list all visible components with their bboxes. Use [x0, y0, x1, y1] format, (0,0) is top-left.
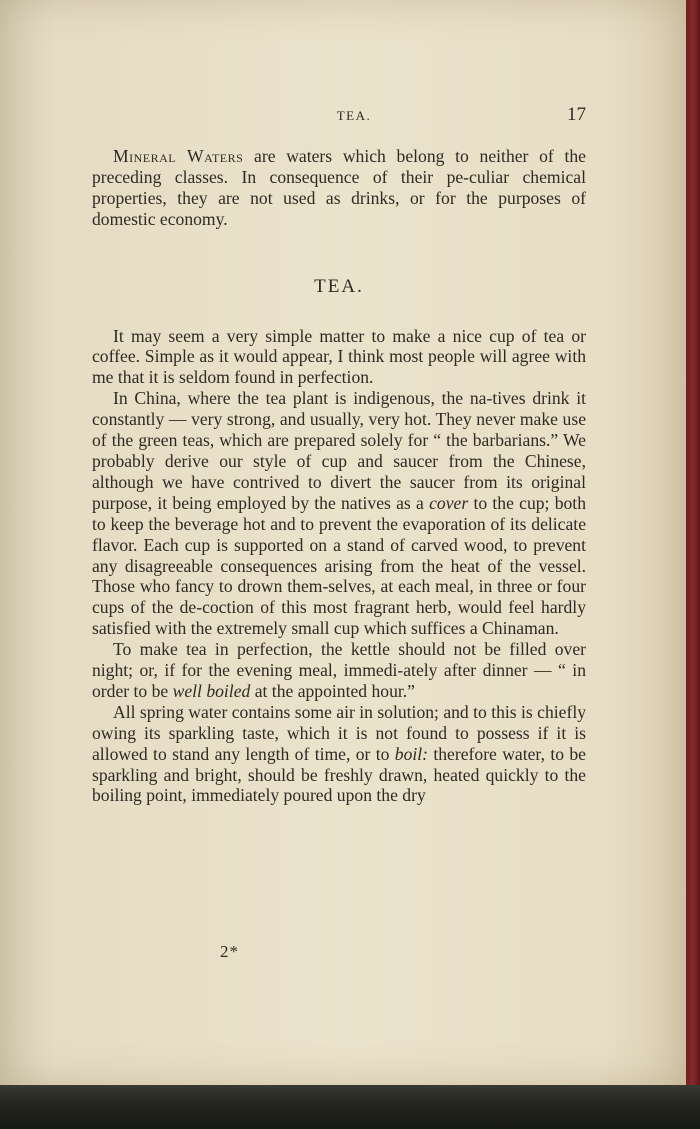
scan-background: [0, 1085, 700, 1129]
p4-text-a: All spring water contains some air in solution; and to this is chiefly owing its sparkling taste, which it is not found to possess if it is allowed to stand any length of time, or to: [92, 701, 587, 764]
section-heading: TEA.: [314, 275, 364, 297]
p4-text-b: therefore water, to be sparkling and bright, should be freshly drawn, heated quickly to the boiling point, immediately poured upon the dry: [92, 743, 586, 806]
tea-paragraph-2: [92, 388, 586, 639]
body-text: [92, 146, 586, 806]
running-head: TEA.: [336, 108, 372, 123]
page-header: [92, 104, 586, 128]
p4-italic: boil:: [394, 743, 429, 764]
mineral-waters-text: are waters which belong to neither of the preceding classes. In consequence of their pe-culiar chemical properties, they are not used as drinks, or for the purposes of domestic economy.: [92, 146, 586, 229]
p3-text-a: To make tea in perfection, the kettle should not be filled over night; or, if for the evening meal, immedi-ately after dinner — “ in order to be: [92, 639, 586, 701]
p3-italic: well boiled: [172, 680, 251, 701]
p2-text-b: to the cup; both to keep the beverage hot and to prevent the evaporation of its delicate flavor. Each cup is supported on a stand of carved wood, to prevent any disagreeable consequences arising from the heat of the vessel. Those who fancy to drown them-selves, at each meal, in three or four cups of the de-coction of this most fragrant herb, would feel hardly satisfied with the extremely small cup which suffices a Chinaman.: [92, 492, 586, 639]
page-number: 17: [567, 104, 586, 125]
p2-italic-cover: cover: [429, 492, 469, 513]
tea-paragraph-3: [92, 639, 586, 702]
tea-paragraph-1: It may seem a very simple matter to make a nice cup of tea or coffee. Simple as it would appear, I think most people will agree with me that it is seldom found in perfection.: [92, 325, 586, 388]
book-cover-edge: [686, 0, 700, 1090]
p3-text-b: at the appointed hour.”: [250, 680, 415, 701]
mineral-waters-paragraph: [92, 146, 586, 230]
signature-mark: 2*: [220, 942, 239, 961]
mineral-waters-term: Mineral Waters: [113, 146, 244, 166]
p2-text-a: In China, where the tea plant is indigenous, the na-tives drink it constantly — very strong, and usually, very hot. They never make use of the green teas, which are prepared solely for “ the barbarians.” We probably derive our style of cup and saucer from the Chinese, although we have contrived to divert the saucer from its original purpose, it being employed by the natives as a: [92, 388, 586, 513]
tea-paragraph-4: [92, 702, 586, 807]
